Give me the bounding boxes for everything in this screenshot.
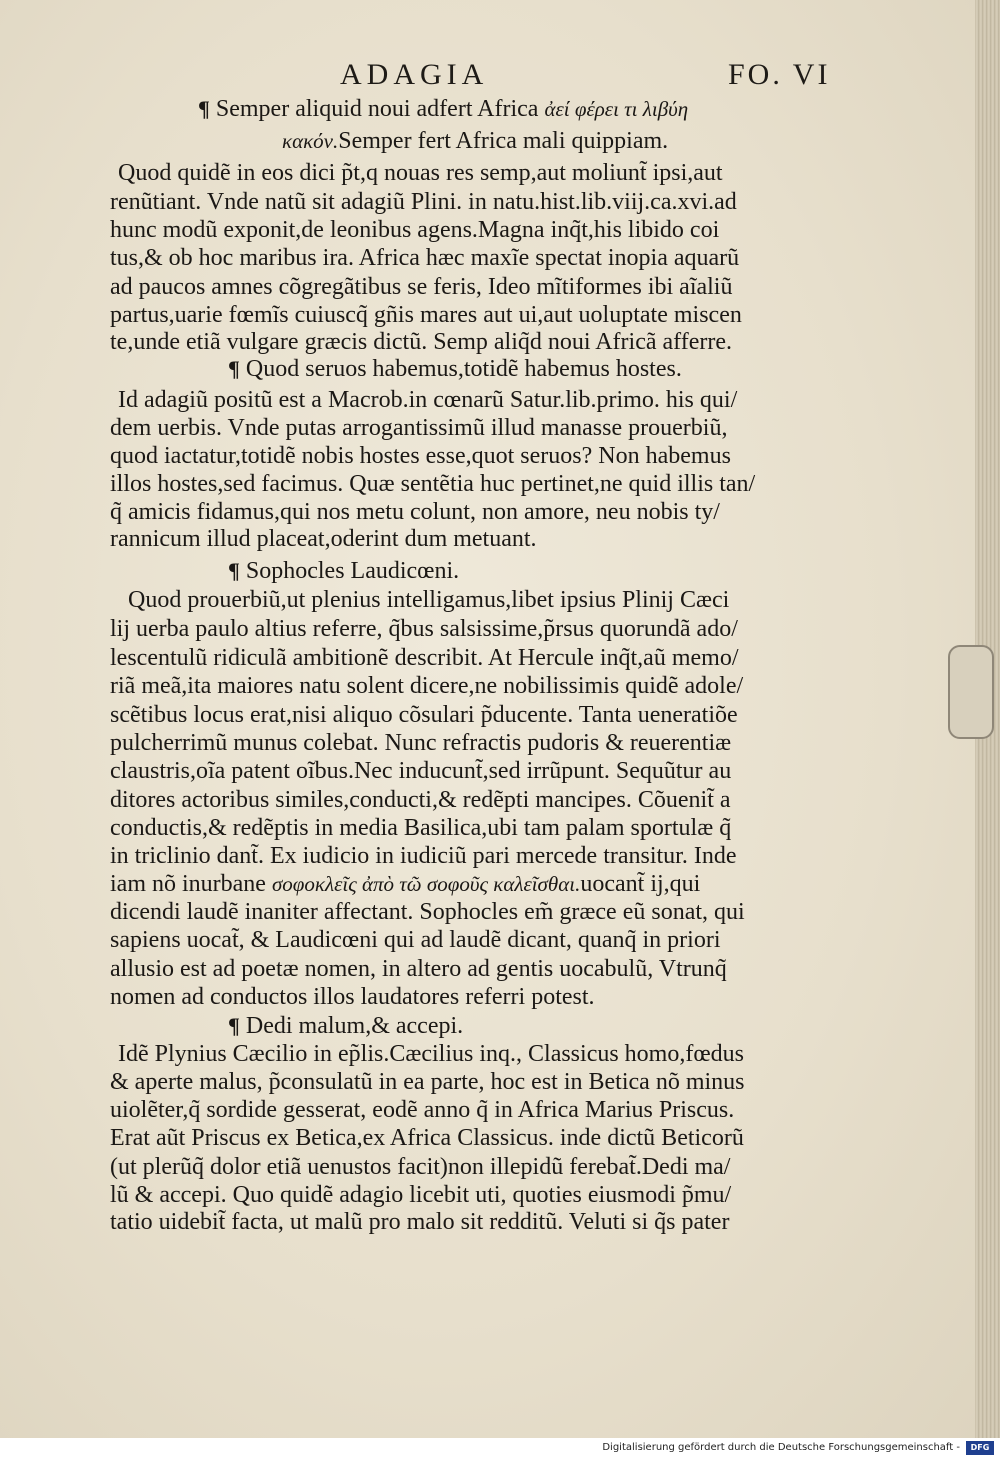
text-line: renũtiant. Vnde natũ sit adagiũ Plini. in natu.hist.lib.viij.ca.xvi.ad <box>110 189 737 215</box>
text-line: ¶ Semper aliquid noui adfert Africa ἀεί φέρει τι λιβύη <box>198 96 689 122</box>
book-clasp <box>948 645 994 739</box>
text-line: riã meã,ita maiores natu solent dicere,ne nobilissimis quidẽ adole/ <box>110 673 744 699</box>
text-line: ditores actoribus similes,conducti,& redẽpti mancipes. Cõuenit̃ a <box>110 787 731 813</box>
text-line: tatio uidebit̃ facta, ut malũ pro malo sit redditũ. Veluti si q̃s pater <box>110 1209 730 1235</box>
text-line: dicendi laudẽ inaniter affectant. Sophocles em̃ græce eũ sonat, qui <box>110 899 745 925</box>
folio-number: FO. VI <box>728 58 831 91</box>
text-line: partus,uarie fœmĩs cuiuscq̃ gñis mares aut ui,aut uoluptate miscen <box>110 302 742 328</box>
text-line: pulcherrimũ munus colebat. Nunc refractis pudoris & reuerentiæ <box>110 730 732 756</box>
text-line: q̃ amicis fidamus,qui nos metu colunt, non amore, neu nobis ty/ <box>110 499 720 525</box>
text-line: lũ & accepi. Quo quidẽ adagio licebit uti, quoties eiusmodi p̃mu/ <box>110 1182 732 1208</box>
paragraph-mark: ¶ <box>228 356 240 381</box>
paragraph-mark: ¶ <box>228 1013 240 1038</box>
text-line: Idẽ Plynius Cæcilio in ep̃lis.Cæcilius inq., Classicus homo,fœdus <box>118 1041 745 1067</box>
text-line: quod iactatur,totidẽ nobis hostes esse,quot seruos? Non habemus <box>110 443 731 469</box>
digitization-credit: Digitalisierung gefördert durch die Deutsche Forschungsgemeinschaft - <box>602 1442 960 1453</box>
text-line: rannicum illud placeat,oderint dum metuant. <box>110 526 537 552</box>
text-line: in triclinio dant̃. Ex iudicio in iudiciũ pari mercede transitur. Inde <box>110 843 737 869</box>
text-line: Id adagiũ positũ est a Macrob.in cœnarũ Satur.lib.primo. his qui/ <box>118 387 738 413</box>
section-heading: ¶ Quod seruos habemus,totidẽ habemus hostes. <box>228 356 682 382</box>
text-line: lij uerba paulo altius referre, q̃bus salsissime,p̃rsus quorundã ado/ <box>110 616 738 642</box>
text-line: sapiens uocat̃, & Laudicœni qui ad laudẽ dicant, quanq̃ in priori <box>110 927 721 953</box>
text-line: allusio est ad poetæ nomen, in altero ad gentis uocabulũ, Vtrunq̃ <box>110 956 727 982</box>
dfg-logo: DFG <box>966 1441 994 1455</box>
paragraph-mark: ¶ <box>228 558 240 583</box>
text-line: illos hostes,sed facimus. Quæ sentẽtia huc pertinet,ne quid illis tan/ <box>110 471 756 497</box>
text-line: ad paucos amnes cõgregãtibus se feris, Ideo mĩtiformes ibi aĩaliũ <box>110 274 733 300</box>
text-line: hunc modũ exponit,de leonibus agens.Magna inq̃t,his libido coi <box>110 217 720 243</box>
section-heading: ¶ Dedi malum,& accepi. <box>228 1013 464 1039</box>
greek-text: ἀεί φέρει τι λιβύη <box>544 97 689 121</box>
running-title: ADAGIA <box>340 58 489 91</box>
text-line: Erat aũt Priscus ex Betica,ex Africa Classicus. inde dictũ Beticorũ <box>110 1125 744 1151</box>
text-line: nomen ad conductos illos laudatores referri potest. <box>110 984 595 1010</box>
text-line: Quod prouerbiũ,ut plenius intelligamus,libet ipsius Plinij Cæci <box>128 587 730 613</box>
section-heading: ¶ Sophocles Laudicœni. <box>228 558 460 584</box>
text-line: dem uerbis. Vnde putas arrogantissimũ illud manasse prouerbiũ, <box>110 415 728 441</box>
text-line: & aperte malus, p̃consulatũ in ea parte, hoc est in Betica nõ minus <box>110 1069 745 1095</box>
text-line: claustris,oĩa patent oĩbus.Nec inducunt̃,sed irrũpunt. Sequũtur au <box>110 758 732 784</box>
text-line: te,unde etiã vulgare græcis dictũ. Semp aliq̃d noui Africã afferre. <box>110 329 733 355</box>
text-line: (ut plerũq̃ dolor etiã uenustos facit)non illepidũ ferebat̃.Dedi ma/ <box>110 1154 731 1180</box>
greek-text: κακόν. <box>282 129 339 153</box>
text-line: scẽtibus locus erat,nisi aliquo cõsulari p̃ducente. Tanta ueneratiõe <box>110 702 738 728</box>
greek-text: σοφοκλεῖς ἀπὸ τῶ σοφοῦς καλεῖσθαι. <box>271 872 581 896</box>
text-line: κακόν.Semper fert Africa mali quippiam. <box>282 128 669 154</box>
text-line: iam nõ inurbane σοφοκλεῖς ἀπὸ τῶ σοφοῦς καλεῖσθαι.uocant̃ ij,qui <box>110 871 701 897</box>
text-line: uiolẽter,q̃ sordide gesserat, eodẽ anno q̃ in Africa Marius Priscus. <box>110 1097 735 1123</box>
text-line: conductis,& redẽptis in media Basilica,ubi tam palam sportulæ q̃ <box>110 815 732 841</box>
text-line: lescentulũ ridiculã ambitionẽ describit. At Hercule inq̃t,aũ memo/ <box>110 645 739 671</box>
text-line: Quod quidẽ in eos dici p̃t,q nouas res semp,aut moliunt̃ ipsi,aut <box>118 160 723 186</box>
paragraph-mark: ¶ <box>198 96 210 121</box>
text-line: tus,& ob hoc maribus ira. Africa hæc maxĩe spectat inopia aquarũ <box>110 245 740 271</box>
